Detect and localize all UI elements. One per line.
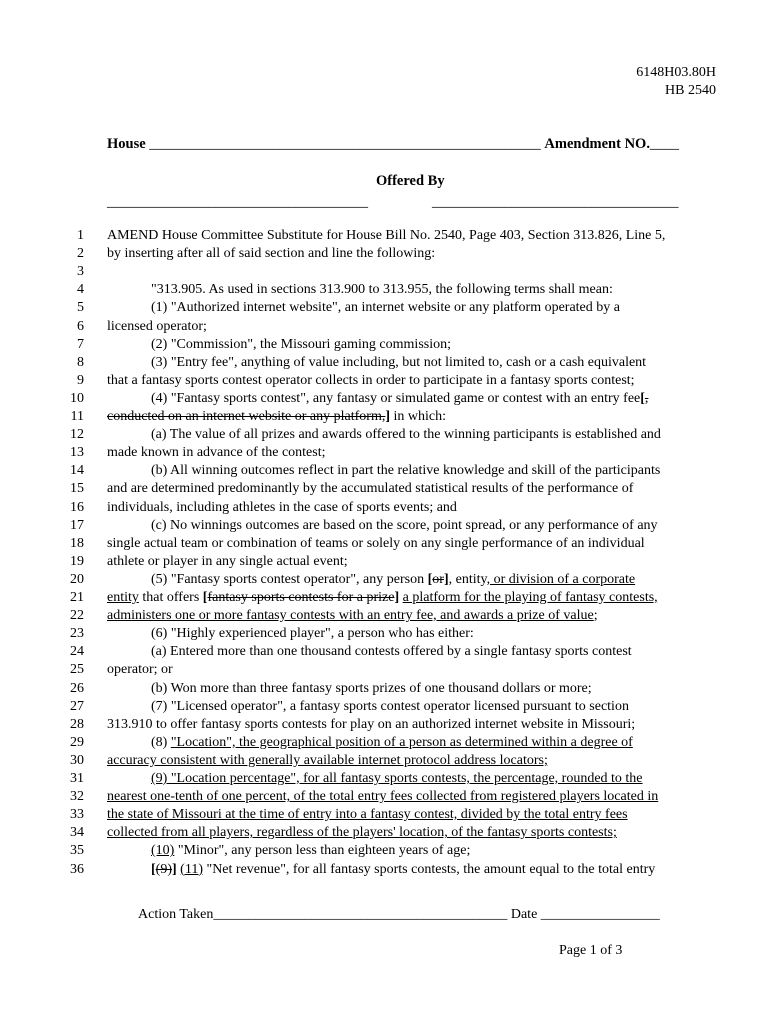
inserted-text: the state of Missouri at the time of entry into a fantasy contest, divided by the total entry fees	[107, 807, 628, 823]
line-number: 8	[77, 354, 84, 370]
text-segment: single actual team or combination of teams or solely on any single performance of an individual	[107, 535, 645, 551]
text-segment: (b) Won more than three fantasy sports prizes of one thousand dollars or more;	[151, 680, 592, 696]
inserted-text: "Location", the geographical position of a person as determined within a degree of	[170, 734, 633, 750]
line-number: 34	[70, 825, 84, 841]
line-text	[151, 698, 629, 716]
text-line	[0, 499, 770, 517]
line-number: 24	[70, 644, 84, 660]
text-segment: [	[202, 590, 208, 605]
text-line	[0, 824, 770, 842]
amendment-blank: ____	[649, 136, 679, 152]
text-line	[0, 625, 770, 643]
line-text	[107, 318, 207, 336]
line-number: 32	[70, 789, 84, 805]
text-line	[0, 607, 770, 625]
inserted-text: entity	[107, 590, 139, 605]
text-line	[0, 426, 770, 444]
line-text	[107, 806, 628, 824]
action-taken-blank: __________________________________________	[213, 907, 508, 922]
line-text	[151, 354, 646, 372]
text-line	[0, 734, 770, 752]
line-number: 25	[70, 662, 84, 678]
text-segment: (4) "Fantasy sports contest", any fantasy or simulated game or contest with an entry fee	[151, 390, 641, 406]
deleted-text: conducted on an internet website or any platform,	[107, 409, 386, 424]
line-text	[151, 842, 470, 860]
line-text	[107, 788, 658, 806]
text-line	[0, 788, 770, 806]
line-text	[151, 571, 635, 589]
inserted-text: a platform for the playing of fantasy contests,	[402, 590, 658, 605]
text-segment: made known in advance of the contest;	[107, 445, 326, 461]
line-number: 23	[70, 626, 84, 642]
text-segment: (8)	[151, 734, 171, 750]
text-line	[0, 643, 770, 661]
line-number: 19	[70, 553, 84, 569]
line-text	[151, 680, 592, 698]
text-segment: "Net revenue", for all fantasy sports contests, the amount equal to the total entry	[202, 861, 656, 877]
text-line	[0, 281, 770, 299]
inserted-text: ,	[448, 571, 453, 587]
line-number: 21	[70, 590, 84, 605]
line-number: 31	[70, 771, 84, 786]
line-number: 22	[70, 608, 84, 624]
text-segment: athlete or player in any single actual event;	[107, 553, 348, 569]
house-label: House	[107, 136, 146, 152]
date-blank: _________________	[540, 907, 660, 922]
text-segment: (a) The value of all prizes and awards offered to the winning participants is established and	[151, 427, 661, 443]
text-line	[0, 571, 770, 589]
text-segment: that offers	[138, 590, 203, 605]
house-line	[107, 136, 679, 153]
inserted-text: nearest one-tenth of one percent, of the total entry fees collected from registered players located in	[107, 789, 659, 805]
text-line	[0, 861, 770, 879]
deleted-text: (9)	[155, 861, 172, 877]
line-number: 7	[77, 336, 84, 352]
line-text	[107, 589, 658, 607]
text-line	[0, 535, 770, 553]
text-segment: by inserting after all of said section and line the following:	[107, 246, 436, 262]
text-segment: 313.910 to offer fantasy sports contests for play on an authorized internet website in Missouri;	[107, 716, 636, 732]
line-number: 2	[77, 246, 84, 262]
line-number: 30	[70, 752, 84, 768]
text-segment: operator; or	[107, 662, 173, 678]
action-taken-line	[138, 907, 660, 923]
line-text	[107, 372, 635, 390]
text-segment: (1) "Authorized internet website", an internet website or any platform operated by a	[151, 300, 620, 316]
line-number: 26	[70, 680, 84, 696]
text-line	[0, 408, 770, 426]
house-blank: ______________________________________________________	[149, 136, 541, 152]
text-line	[0, 661, 770, 679]
line-number: 4	[77, 282, 84, 298]
text-line	[0, 770, 770, 788]
text-segment: ]	[385, 409, 391, 424]
inserted-text: (11)	[180, 861, 203, 877]
text-line	[0, 372, 770, 390]
line-number: 35	[70, 843, 84, 859]
text-segment: (2) "Commission", the Missouri gaming commission;	[151, 336, 451, 352]
text-segment: (7) "Licensed operator", a fantasy sports contest operator licensed pursuant to section	[151, 698, 629, 714]
line-number: 3	[77, 264, 84, 280]
line-text	[107, 607, 598, 625]
text-segment: (5) "Fantasy sports contest operator", any person	[151, 571, 428, 587]
text-segment: ]	[172, 861, 177, 877]
line-text	[151, 462, 660, 480]
inserted-text: , or division of a corporate	[486, 571, 636, 587]
line-text	[107, 499, 457, 517]
bill-number: HB 2540	[665, 83, 716, 98]
inserted-text: (10)	[151, 843, 175, 859]
line-text	[151, 625, 474, 643]
line-number: 11	[70, 409, 84, 424]
text-segment: (a) Entered more than one thousand contests offered by a single fantasy sports contest	[151, 644, 632, 660]
line-text	[107, 480, 633, 498]
line-text	[151, 426, 661, 444]
line-number: 28	[70, 716, 84, 732]
line-text	[151, 861, 655, 879]
inserted-text: administers one or more fantasy contests with an entry fee, and awards a prize of value	[107, 608, 594, 624]
line-number: 29	[70, 734, 84, 750]
text-line	[0, 318, 770, 336]
line-text	[151, 517, 658, 535]
line-text	[107, 245, 435, 263]
line-number: 36	[70, 861, 84, 877]
line-text	[107, 408, 446, 426]
line-text	[107, 553, 348, 571]
text-line	[0, 299, 770, 317]
line-number: 17	[70, 517, 84, 533]
line-text	[107, 444, 325, 462]
text-line	[0, 589, 770, 607]
line-text	[107, 716, 635, 734]
text-segment: that a fantasy sports contest operator collects in order to participate in a fantasy sports contest;	[107, 372, 635, 388]
text-segment: [	[640, 390, 645, 406]
inserted-text: accuracy consistent with generally available internet protocol address locators;	[107, 752, 548, 768]
line-text	[151, 643, 632, 661]
text-segment: AMEND House Committee Substitute for House Bill No. 2540, Page 403, Section 313.826, Line 5,	[107, 228, 666, 243]
text-line	[0, 752, 770, 770]
text-line	[0, 517, 770, 535]
line-number: 16	[70, 499, 84, 515]
line-text	[107, 227, 665, 245]
text-segment: (3) "Entry fee", anything of value including, but not limited to, cash or a cash equivalent	[151, 354, 647, 370]
line-number: 1	[77, 228, 84, 243]
text-line	[0, 462, 770, 480]
line-number: 5	[77, 300, 84, 316]
line-number: 9	[77, 372, 84, 388]
text-segment: [	[151, 861, 156, 877]
text-line	[0, 444, 770, 462]
text-segment: (c) No winnings outcomes are based on the score, point spread, or any performance of any	[151, 517, 658, 533]
text-segment: entity	[452, 571, 487, 587]
line-number: 27	[70, 698, 84, 714]
line-number: 18	[70, 535, 84, 551]
text-line	[0, 354, 770, 372]
text-segment: ]	[394, 590, 400, 605]
deleted-text: or	[432, 571, 444, 587]
line-text	[151, 299, 620, 317]
text-line	[0, 806, 770, 824]
text-segment: (b) All winning outcomes reflect in part the relative knowledge and skill of the participants	[151, 463, 661, 479]
text-line	[0, 227, 770, 245]
text-line	[0, 390, 770, 408]
line-text	[151, 770, 643, 788]
signature-blank-right: __________________________________	[432, 194, 679, 210]
deleted-text: ,	[644, 390, 649, 406]
document-id: 6148H03.80H	[636, 65, 716, 80]
text-line	[0, 842, 770, 860]
inserted-text: (9) "Location percentage", for all fantasy sports contests, the percentage, rounded to the	[151, 771, 643, 786]
deleted-text: fantasy sports contests for a prize	[207, 590, 395, 605]
offered-by-label: Offered By	[376, 173, 445, 189]
text-line	[0, 716, 770, 734]
text-line	[0, 480, 770, 498]
line-number: 15	[70, 481, 84, 497]
text-segment: ]	[443, 571, 449, 587]
line-text	[151, 281, 613, 299]
line-number: 14	[70, 463, 84, 479]
text-segment: and are determined predominantly by the accumulated statistical results of the performance of	[107, 481, 634, 497]
line-number: 6	[77, 318, 84, 334]
line-text	[107, 824, 617, 842]
page-number: Page 1 of 3	[559, 943, 623, 958]
text-line	[0, 263, 770, 281]
line-text	[107, 752, 548, 770]
line-text	[107, 661, 173, 679]
text-line	[0, 553, 770, 571]
text-segment: "313.905. As used in sections 313.900 to 313.955, the following terms shall mean:	[151, 282, 613, 298]
text-segment: "Minor", any person less than eighteen years of age;	[174, 843, 471, 859]
text-line	[0, 680, 770, 698]
line-text	[151, 390, 648, 408]
text-segment: individuals, including athletes in the case of sports events; and	[107, 499, 457, 515]
text-line	[0, 245, 770, 263]
amendment-label: Amendment NO.	[544, 136, 650, 152]
line-text	[151, 336, 451, 354]
line-text	[107, 535, 645, 553]
action-taken-label: Action Taken	[138, 907, 214, 922]
text-line	[0, 336, 770, 354]
text-segment: in which:	[390, 409, 447, 424]
text-line	[0, 698, 770, 716]
text-segment: [	[427, 571, 433, 587]
line-number: 12	[70, 427, 84, 443]
date-label: Date	[510, 907, 538, 922]
line-number: 33	[70, 807, 84, 823]
line-number: 13	[70, 445, 84, 461]
text-segment: licensed operator;	[107, 318, 207, 334]
text-segment: ;	[593, 608, 598, 624]
line-number: 20	[70, 571, 84, 587]
line-number: 10	[70, 390, 84, 406]
line-text	[151, 734, 633, 752]
text-segment: (6) "Highly experienced player", a person who has either:	[151, 626, 474, 642]
signature-blank-left: ____________________________________	[107, 194, 368, 210]
inserted-text: collected from all players, regardless of the players' location, of the fantasy sports contests;	[107, 825, 617, 841]
